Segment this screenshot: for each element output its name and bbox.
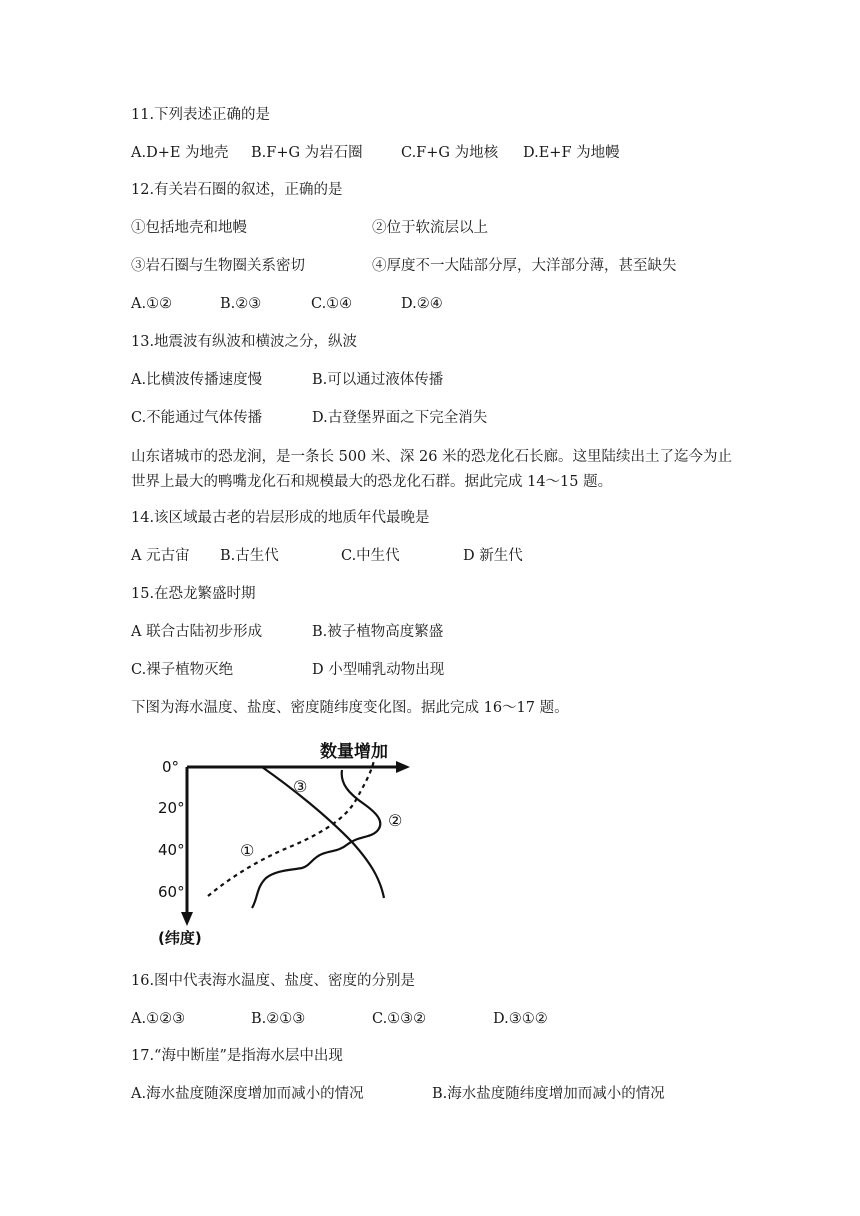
q13-option-b: B.可以通过液体传播 <box>312 372 444 388</box>
q12-option-d: D.②④ <box>401 296 443 312</box>
q16-stem: 16.图中代表海水温度、盐度、密度的分别是 <box>131 973 416 989</box>
curve-1-label: ① <box>240 841 255 860</box>
q15-stem: 15.在恐龙繁盛时期 <box>131 586 256 602</box>
q17-option-a: A.海水盐度随深度增加而减小的情况 <box>131 1086 364 1102</box>
q14-option-c: C.中生代 <box>341 548 400 564</box>
q16-option-b: B.②①③ <box>251 1011 306 1027</box>
q13-option-d: D.古登堡界面之下完全消失 <box>312 410 488 426</box>
q14-option-b: B.古生代 <box>220 548 279 564</box>
q14-option-a: A 元古宙 <box>131 548 190 564</box>
q11-option-a: A.D+E 为地壳 <box>131 145 229 161</box>
q15-option-a: A 联合古陆初步形成 <box>131 624 263 640</box>
q14-option-d: D 新生代 <box>463 548 523 564</box>
q11-option-c: C.F+G 为地核 <box>401 145 499 161</box>
q13-option-c: C.不能通过气体传播 <box>131 410 263 426</box>
curve-2 <box>252 770 380 908</box>
curve-2-label: ② <box>388 811 403 830</box>
q11-option-d: D.E+F 为地幔 <box>523 145 620 161</box>
q14-stem: 14.该区域最古老的岩层形成的地质年代最晚是 <box>131 510 430 526</box>
curve-1 <box>208 760 374 896</box>
q11-option-b: B.F+G 为岩石圈 <box>251 145 363 161</box>
q12-item-2: ②位于软流层以上 <box>372 220 488 236</box>
q12-option-c: C.①④ <box>311 296 353 312</box>
y-tick-40: 40° <box>158 841 185 859</box>
q15-option-d: D 小型哺乳动物出现 <box>312 662 445 678</box>
q15-option-c: C.裸子植物灭绝 <box>131 662 234 678</box>
q17-option-b: B.海水盐度随纬度增加而减小的情况 <box>432 1086 665 1102</box>
x-axis-arrow <box>396 761 410 773</box>
q15-option-b: B.被子植物高度繁盛 <box>312 624 444 640</box>
y-axis-arrow <box>181 912 193 926</box>
q12-option-b: B.②③ <box>220 296 262 312</box>
curve-3 <box>262 767 384 898</box>
q12-item-3: ③岩石圈与生物圈关系密切 <box>131 258 305 274</box>
passage-dinosaur: 山东诸城市的恐龙涧，是一条长 500 米、深 26 米的恐龙化石长廊。这里陆续出土了迄今为止世界上最大的鸭嘴龙化石和规模最大的恐龙化石群。据此完成 14～15 题。 <box>131 449 733 490</box>
q16-option-a: A.①②③ <box>131 1011 186 1027</box>
x-axis-label: 数量增加 <box>320 742 388 762</box>
y-tick-0: 0° <box>162 758 180 776</box>
q11-stem: 11.下列表述正确的是 <box>131 107 271 123</box>
curve-3-label: ③ <box>293 777 308 796</box>
q16-option-d: D.③①② <box>493 1011 548 1027</box>
y-tick-60: 60° <box>158 883 185 901</box>
seawater-latitude-figure <box>152 738 422 953</box>
y-tick-20: 20° <box>158 799 185 817</box>
q17-stem: 17.“海中断崖”是指海水层中出现 <box>131 1048 343 1064</box>
q12-option-a: A.①② <box>131 296 173 312</box>
q16-option-c: C.①③② <box>372 1011 427 1027</box>
q12-item-4: ④厚度不一大陆部分厚，大洋部分薄，甚至缺失 <box>372 258 677 274</box>
q13-option-a: A.比横波传播速度慢 <box>131 372 263 388</box>
q13-stem: 13.地震波有纵波和横波之分，纵波 <box>131 334 358 350</box>
passage-seawater: 下图为海水温度、盐度、密度随纬度变化图。据此完成 16～17 题。 <box>131 700 569 716</box>
q12-stem: 12.有关岩石圈的叙述，正确的是 <box>131 182 343 198</box>
q12-item-1: ①包括地壳和地幔 <box>131 220 247 236</box>
y-axis-label: (纬度) <box>158 929 202 947</box>
